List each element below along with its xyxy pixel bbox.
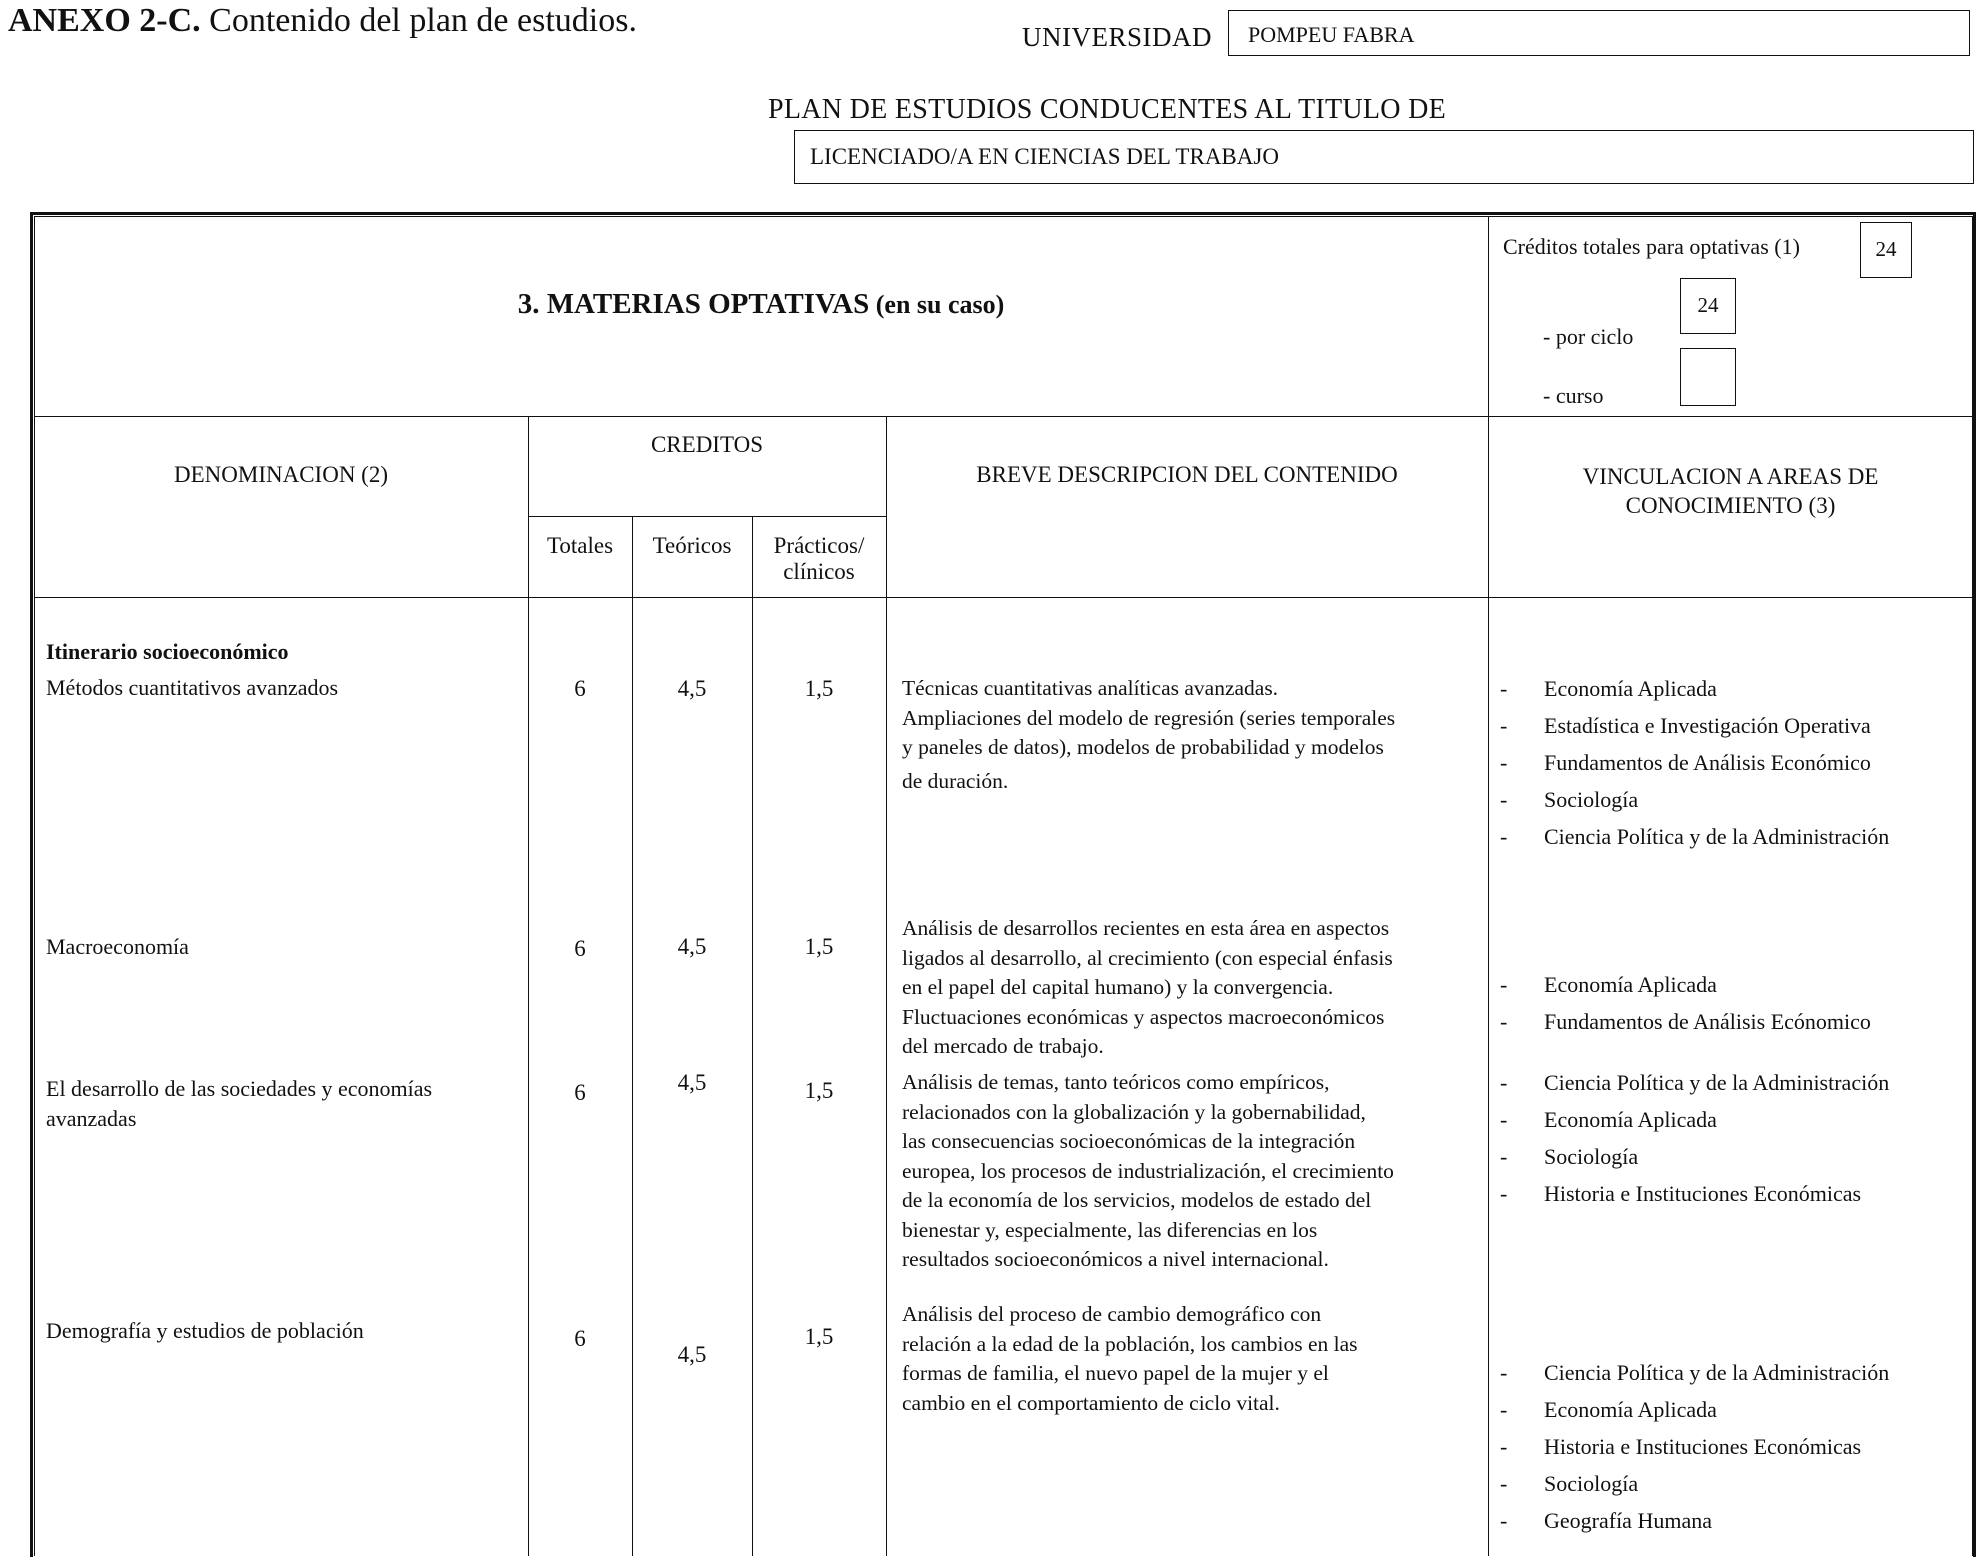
area-item xyxy=(1500,787,1889,824)
area-item xyxy=(1500,824,1889,861)
credits-totales: 6 xyxy=(574,1326,586,1351)
dash-bullet: - xyxy=(1500,1070,1508,1095)
area-item xyxy=(1500,1397,1889,1434)
area-item xyxy=(1500,1508,1889,1545)
col-header-vinculacion xyxy=(1488,462,1973,520)
subject-name: Demografía y estudios de población xyxy=(46,1318,364,1343)
area-name: Historia e Instituciones Económicas xyxy=(1544,1434,1862,1459)
credits-practicos: 1,5 xyxy=(804,934,834,959)
description-line: de la economía de los servicios, modelos de estado del xyxy=(902,1188,1372,1212)
area-item xyxy=(1500,1360,1889,1397)
area-name: Economía Aplicada xyxy=(1544,1397,1717,1422)
col-divider-areas xyxy=(1488,216,1489,1556)
col-header-denominacion: DENOMINACION (2) xyxy=(174,462,388,487)
area-name: Fundamentos de Análisis Económico xyxy=(1544,750,1871,775)
description-line: bienestar y, especialmente, las diferencias en los xyxy=(902,1217,1318,1242)
area-list xyxy=(1500,676,1889,861)
header-divider xyxy=(34,597,1973,598)
area-name: Sociología xyxy=(1544,1471,1639,1496)
credits-total-box: 24 xyxy=(1860,222,1912,278)
credits-subheader-divider xyxy=(528,516,886,517)
col-header-teoricos: Teóricos xyxy=(652,533,732,558)
area-item xyxy=(1500,1471,1889,1508)
col-divider-credits xyxy=(528,416,529,1556)
credits-total-label: Créditos totales para optativas (1) xyxy=(1503,234,1800,259)
col-header-descripcion: BREVE DESCRIPCION DEL CONTENIDO xyxy=(976,462,1398,487)
area-name: Fundamentos de Análisis Ecónomico xyxy=(1544,1009,1871,1034)
area-name: Estadística e Investigación Operativa xyxy=(1544,713,1871,738)
description-line: Análisis de temas, tanto teóricos como empíricos, xyxy=(902,1070,1330,1094)
itinerary-heading: Itinerario socioeconómico xyxy=(46,639,289,664)
por-ciclo-label: - por ciclo xyxy=(1543,324,1634,349)
dash-bullet: - xyxy=(1500,1360,1508,1385)
area-name: Geografía Humana xyxy=(1544,1508,1712,1533)
credits-practicos: 1,5 xyxy=(804,676,834,701)
area-list xyxy=(1500,1360,1889,1545)
credits-teoricos: 4,5 xyxy=(677,1070,707,1095)
credits-totales: 6 xyxy=(574,1080,586,1105)
area-item xyxy=(1500,676,1889,713)
credits-totales: 6 xyxy=(574,676,586,701)
description-line: relación a la edad de la población, los cambios en las xyxy=(902,1331,1358,1356)
area-item xyxy=(1500,1070,1889,1107)
subject-description xyxy=(902,1068,1482,1275)
description-line: cambio en el comportamiento de ciclo vital. xyxy=(902,1390,1280,1415)
description-line: Análisis de desarrollos recientes en esta área en aspectos xyxy=(902,916,1390,940)
area-item xyxy=(1500,1009,1871,1046)
annex-caption: Contenido del plan de estudios. xyxy=(200,2,637,39)
section-title-suffix: (en su caso) xyxy=(869,290,1005,319)
area-item xyxy=(1500,972,1871,1009)
area-name: Ciencia Política y de la Administración xyxy=(1544,1360,1890,1385)
description-line: Técnicas cuantitativas analíticas avanzadas. xyxy=(902,676,1279,700)
credits-practicos: 1,5 xyxy=(804,1324,834,1349)
area-item xyxy=(1500,750,1889,787)
area-list xyxy=(1500,972,1871,1046)
subject-description xyxy=(902,914,1482,1062)
subject-name xyxy=(46,1074,432,1133)
curso-box xyxy=(1680,348,1736,406)
area-item xyxy=(1500,1107,1889,1144)
subject-name: Macroeconomía xyxy=(46,934,189,959)
description-line: las consecuencias socioeconómicas de la integración xyxy=(902,1129,1356,1153)
description-line: de duración. xyxy=(902,768,1009,793)
dash-bullet: - xyxy=(1500,1508,1508,1533)
section-title xyxy=(34,288,1488,321)
dash-bullet: - xyxy=(1500,1397,1508,1422)
area-name: Historia e Instituciones Económicas xyxy=(1544,1181,1862,1206)
dash-bullet: - xyxy=(1500,676,1508,701)
dash-bullet: - xyxy=(1500,1471,1508,1496)
description-line: resultados socioeconómicos a nivel internacional. xyxy=(902,1247,1329,1271)
section-divider xyxy=(34,416,1973,417)
credits-totales: 6 xyxy=(574,936,586,961)
description-line: Análisis del proceso de cambio demográfico con xyxy=(902,1302,1322,1326)
area-item xyxy=(1500,1144,1889,1181)
annex-number: ANEXO 2-C. xyxy=(8,2,201,39)
col-header-totales: Totales xyxy=(546,533,614,558)
dash-bullet: - xyxy=(1500,972,1508,997)
por-ciclo-box: 24 xyxy=(1680,278,1736,334)
area-item xyxy=(1500,1181,1889,1218)
plan-label: PLAN DE ESTUDIOS CONDUCENTES AL TITULO DE xyxy=(768,94,1447,125)
dash-bullet: - xyxy=(1500,750,1508,775)
area-name: Sociología xyxy=(1544,787,1639,812)
col-header-vinculacion-line2: CONOCIMIENTO (3) xyxy=(1625,493,1836,518)
col-header-practicos-line2: clínicos xyxy=(783,559,855,584)
dash-bullet: - xyxy=(1500,1107,1508,1132)
col-divider-teoricos xyxy=(632,516,633,1556)
col-header-practicos-line1: Prácticos/ xyxy=(773,533,865,558)
subject-name-line1: El desarrollo de las sociedades y economías xyxy=(46,1076,433,1101)
description-line: ligados al desarrollo, al crecimiento (con especial énfasis xyxy=(902,945,1393,970)
curso-label: - curso xyxy=(1543,383,1604,408)
subject-description xyxy=(902,1300,1482,1418)
university-label: UNIVERSIDAD xyxy=(1022,22,1212,52)
dash-bullet: - xyxy=(1500,1144,1508,1169)
col-header-creditos: CREDITOS xyxy=(650,432,764,457)
col-header-practicos xyxy=(752,533,886,585)
credits-teoricos: 4,5 xyxy=(677,1342,707,1367)
credits-teoricos: 4,5 xyxy=(677,676,707,701)
description-line: relacionados con la globalización y la gobernabilidad, xyxy=(902,1099,1366,1124)
section-title-main: 3. MATERIAS OPTATIVAS xyxy=(517,288,870,320)
area-name: Ciencia Política y de la Administración xyxy=(1544,1070,1890,1095)
subject-description xyxy=(902,674,1482,796)
description-line: europea, los procesos de industrialización, el crecimiento xyxy=(902,1158,1394,1183)
degree-value: LICENCIADO/A EN CIENCIAS DEL TRABAJO xyxy=(810,144,1279,169)
area-name: Economía Aplicada xyxy=(1544,1107,1717,1132)
credits-practicos: 1,5 xyxy=(804,1078,834,1103)
col-divider-desc xyxy=(886,416,887,1556)
area-name: Economía Aplicada xyxy=(1544,676,1717,701)
col-header-vinculacion-line1: VINCULACION A AREAS DE xyxy=(1582,464,1879,489)
description-line: formas de familia, el nuevo papel de la mujer y el xyxy=(902,1361,1329,1385)
description-line: y paneles de datos), modelos de probabilidad y modelos xyxy=(902,735,1384,759)
description-line: Ampliaciones del modelo de regresión (series temporales xyxy=(902,705,1396,730)
dash-bullet: - xyxy=(1500,824,1508,849)
description-line: en el papel del capital humano) y la convergencia. xyxy=(902,975,1334,999)
credits-teoricos: 4,5 xyxy=(677,934,707,959)
area-name: Economía Aplicada xyxy=(1544,972,1717,997)
area-item xyxy=(1500,1434,1889,1471)
annex-title xyxy=(8,2,637,40)
dash-bullet: - xyxy=(1500,1434,1508,1459)
university-value: POMPEU FABRA xyxy=(1248,22,1415,47)
subject-name: Métodos cuantitativos avanzados xyxy=(46,675,339,700)
area-name: Sociología xyxy=(1544,1144,1639,1169)
area-list xyxy=(1500,1070,1889,1218)
col-divider-practicos xyxy=(752,516,753,1556)
area-name: Ciencia Política y de la Administración xyxy=(1544,824,1890,849)
dash-bullet: - xyxy=(1500,713,1508,738)
subject-name-line2: avanzadas xyxy=(46,1105,137,1131)
area-item xyxy=(1500,713,1889,750)
dash-bullet: - xyxy=(1500,1181,1508,1206)
description-line: del mercado de trabajo. xyxy=(902,1034,1104,1058)
description-line: Fluctuaciones económicas y aspectos macroeconómicos xyxy=(902,1004,1385,1029)
dash-bullet: - xyxy=(1500,1009,1508,1034)
dash-bullet: - xyxy=(1500,787,1508,812)
